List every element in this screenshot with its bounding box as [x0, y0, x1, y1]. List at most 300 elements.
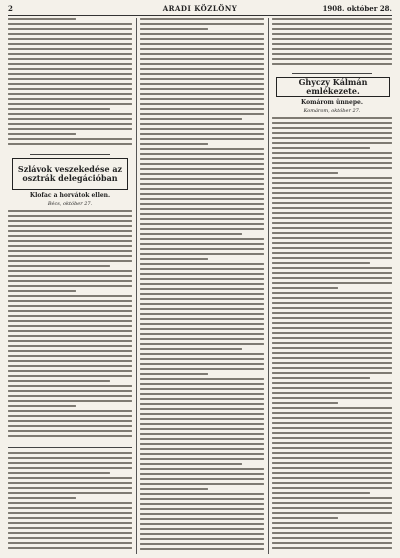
text-line [140, 93, 264, 95]
text-line [272, 192, 392, 194]
text-line [140, 173, 264, 175]
text-line [8, 230, 132, 232]
text-line [272, 472, 392, 474]
text-line [272, 292, 392, 294]
text-line [140, 333, 264, 335]
text-line [140, 533, 264, 535]
text-line [8, 43, 132, 45]
text-line [272, 402, 338, 404]
text-line [140, 473, 264, 475]
text-line [140, 148, 264, 150]
article-separator [30, 154, 110, 155]
text-line [272, 33, 392, 35]
text-line [140, 38, 264, 40]
text-line [272, 247, 392, 249]
text-line [140, 128, 264, 130]
text-line [140, 503, 264, 505]
text-line [140, 363, 264, 365]
text-line [8, 48, 132, 50]
text-line [140, 508, 264, 510]
gyczy-dateline: Komárom, október 27. [303, 108, 361, 114]
text-line [272, 207, 392, 209]
text-line [8, 452, 132, 454]
text-line [8, 350, 132, 352]
text-line [272, 232, 392, 234]
text-line [272, 227, 392, 229]
text-line [8, 98, 132, 100]
text-line [8, 260, 132, 262]
text-line [140, 403, 264, 405]
page-number: 2 [8, 4, 13, 13]
text-line [272, 63, 392, 65]
text-line [272, 197, 392, 199]
text-line [8, 487, 132, 489]
text-line [140, 283, 264, 285]
text-line [140, 243, 264, 245]
article-text-block [140, 18, 264, 554]
text-line [140, 538, 264, 540]
text-line [272, 212, 392, 214]
text-line [272, 23, 392, 25]
text-line [8, 133, 76, 135]
text-line [8, 73, 132, 75]
text-line [272, 512, 392, 514]
text-line [272, 127, 392, 129]
text-line [272, 387, 392, 389]
text-line [8, 330, 132, 332]
newspaper-name: ARADI KÖZLÖNY [162, 4, 238, 13]
text-line [272, 442, 392, 444]
text-line [8, 325, 132, 327]
text-line [8, 275, 132, 277]
text-line [140, 298, 264, 300]
text-line [272, 362, 392, 364]
text-line [8, 245, 132, 247]
article-text-block [8, 18, 132, 152]
text-line [8, 315, 132, 317]
text-line [272, 307, 392, 309]
text-line [140, 358, 264, 360]
text-line [8, 68, 132, 70]
text-line [8, 512, 132, 514]
text-line [8, 285, 132, 287]
text-line [140, 228, 264, 230]
text-line [140, 163, 264, 165]
article-text-block [272, 18, 392, 70]
text-line [272, 162, 392, 164]
text-line [140, 73, 264, 75]
text-line [272, 217, 392, 219]
text-line [140, 133, 264, 135]
text-line [140, 353, 264, 355]
text-line [272, 352, 392, 354]
text-line [8, 320, 132, 322]
text-line [140, 453, 264, 455]
text-line [272, 317, 392, 319]
text-line [140, 443, 264, 445]
text-line [272, 137, 392, 139]
text-line [272, 432, 392, 434]
text-line [140, 248, 264, 250]
text-line [8, 220, 132, 222]
column-rule-2 [268, 18, 269, 554]
text-line [8, 123, 132, 125]
text-line [272, 482, 392, 484]
text-line [272, 427, 392, 429]
text-line [140, 388, 264, 390]
text-line [140, 258, 208, 260]
text-line [8, 522, 132, 524]
text-line [8, 370, 132, 372]
text-line [140, 18, 264, 20]
text-line [272, 157, 392, 159]
text-line [140, 458, 264, 460]
text-line [8, 517, 132, 519]
text-line [272, 522, 392, 524]
text-line [272, 287, 338, 289]
text-line [272, 237, 392, 239]
text-line [140, 253, 264, 255]
text-line [140, 318, 264, 320]
text-line [272, 467, 392, 469]
text-line [140, 368, 264, 370]
text-line [272, 202, 392, 204]
text-line [140, 548, 264, 550]
text-line [272, 372, 392, 374]
delegation-headline: Szlávok veszekedése az osztrák delegációban [17, 163, 123, 183]
text-line [272, 28, 392, 30]
text-line [272, 527, 392, 529]
text-line [8, 537, 132, 539]
text-line [8, 63, 132, 65]
text-line [272, 417, 392, 419]
text-line [272, 38, 392, 40]
text-line [8, 542, 132, 544]
text-line [272, 53, 392, 55]
text-line [272, 382, 392, 384]
text-line [140, 338, 264, 340]
text-line [272, 537, 392, 539]
text-line [272, 337, 392, 339]
text-line [8, 400, 132, 402]
text-line [140, 203, 264, 205]
text-line [272, 487, 392, 489]
gyczy-subhead: Komárom ünnepe. [301, 99, 363, 106]
text-line [140, 523, 264, 525]
text-line [272, 407, 392, 409]
text-line [140, 418, 264, 420]
text-line [8, 547, 132, 549]
text-line [8, 395, 132, 397]
text-line [8, 335, 132, 337]
text-line [272, 397, 392, 399]
column-rule-1 [136, 18, 137, 554]
text-line [140, 33, 264, 35]
text-line [272, 357, 392, 359]
text-line [140, 23, 264, 25]
text-line [8, 113, 132, 115]
text-line [140, 483, 264, 485]
text-line [140, 488, 208, 490]
text-line [272, 457, 392, 459]
text-line [140, 98, 264, 100]
text-line [8, 305, 132, 307]
text-line [8, 375, 132, 377]
text-line [140, 308, 264, 310]
text-line [8, 477, 132, 479]
text-line [140, 413, 264, 415]
text-line [140, 518, 264, 520]
text-line [272, 242, 392, 244]
text-line [8, 360, 132, 362]
text-line [140, 343, 264, 345]
text-line [140, 53, 264, 55]
article-separator [292, 73, 372, 74]
text-line [272, 497, 392, 499]
page-header [8, 4, 392, 15]
text-line [8, 355, 132, 357]
text-line [272, 377, 370, 379]
text-line [8, 435, 132, 437]
text-line [140, 263, 264, 265]
text-line [272, 517, 338, 519]
text-line [140, 83, 264, 85]
text-line [8, 405, 76, 407]
text-line [272, 297, 392, 299]
text-line [272, 182, 392, 184]
text-line [272, 142, 392, 144]
text-line [8, 240, 132, 242]
text-line [8, 250, 132, 252]
text-line [8, 235, 132, 237]
text-line [272, 58, 392, 60]
text-line [8, 340, 132, 342]
text-line [140, 513, 264, 515]
text-line [140, 463, 242, 465]
text-line [140, 123, 264, 125]
text-line [140, 168, 264, 170]
text-line [8, 345, 132, 347]
text-line [8, 310, 132, 312]
text-line [140, 153, 264, 155]
text-line [140, 43, 264, 45]
text-line [140, 158, 264, 160]
text-line [8, 497, 76, 499]
text-line [8, 38, 132, 40]
text-line [8, 33, 132, 35]
text-line [8, 103, 132, 105]
text-line [140, 218, 264, 220]
article-text-block [8, 452, 132, 554]
text-line [140, 63, 264, 65]
text-line [272, 147, 370, 149]
text-line [8, 128, 132, 130]
text-line [140, 238, 264, 240]
text-line [8, 415, 132, 417]
text-line [140, 468, 264, 470]
text-line [140, 193, 264, 195]
text-line [140, 108, 264, 110]
text-line [140, 88, 264, 90]
text-line [8, 225, 132, 227]
text-line [8, 270, 132, 272]
text-line [140, 223, 264, 225]
delegation-headline-box [12, 158, 128, 190]
text-line [140, 113, 264, 115]
text-line [140, 378, 264, 380]
article-text-block [272, 117, 392, 554]
text-line [272, 332, 392, 334]
text-line [140, 408, 264, 410]
text-line [272, 18, 392, 20]
text-line [8, 425, 132, 427]
text-line [8, 210, 132, 212]
delegation-subhead: Klofac a horvátok ellen. [29, 192, 111, 199]
text-line [272, 542, 392, 544]
text-line [272, 462, 392, 464]
text-line [272, 187, 392, 189]
text-line [272, 342, 392, 344]
text-line [272, 477, 392, 479]
text-line [140, 118, 242, 120]
text-line [272, 547, 392, 549]
text-line [8, 390, 132, 392]
text-line [8, 527, 132, 529]
text-line [140, 398, 264, 400]
text-line [272, 257, 392, 259]
text-line [140, 48, 264, 50]
text-line [140, 268, 264, 270]
text-line [8, 118, 132, 120]
text-line [140, 278, 264, 280]
text-line [140, 288, 264, 290]
text-line [272, 267, 392, 269]
text-line [272, 122, 392, 124]
text-line [8, 385, 132, 387]
delegation-dateline: Bécs, október 27. [47, 201, 93, 207]
text-line [140, 103, 264, 105]
text-line [272, 502, 392, 504]
text-line [8, 420, 132, 422]
header-rule [8, 15, 392, 16]
text-line [8, 430, 132, 432]
text-line [140, 448, 264, 450]
text-line [8, 380, 110, 382]
text-line [8, 23, 132, 25]
text-line [8, 532, 132, 534]
text-line [272, 262, 370, 264]
text-line [140, 28, 208, 30]
text-line [140, 433, 264, 435]
text-line [8, 507, 132, 509]
text-line [140, 428, 264, 430]
article-text-block [8, 210, 132, 444]
text-line [140, 303, 264, 305]
text-line [140, 498, 264, 500]
text-line [140, 323, 264, 325]
text-line [8, 482, 132, 484]
text-line [272, 132, 392, 134]
text-line [272, 447, 392, 449]
text-line [140, 213, 264, 215]
article-separator [8, 447, 132, 448]
text-line [272, 152, 392, 154]
text-line [8, 18, 76, 20]
gyczy-headline-box [276, 77, 390, 97]
text-line [272, 437, 392, 439]
text-line [8, 265, 110, 267]
text-line [8, 280, 132, 282]
text-line [8, 78, 132, 80]
text-line [140, 183, 264, 185]
text-line [272, 327, 392, 329]
text-line [8, 138, 132, 140]
text-line [140, 68, 264, 70]
text-line [272, 492, 370, 494]
text-line [8, 492, 132, 494]
text-line [140, 58, 264, 60]
text-line [140, 493, 264, 495]
text-line [140, 328, 264, 330]
text-line [140, 138, 264, 140]
text-line [140, 423, 264, 425]
text-line [140, 393, 264, 395]
text-line [272, 302, 392, 304]
text-line [272, 252, 392, 254]
text-line [272, 532, 392, 534]
text-line [272, 452, 392, 454]
text-line [8, 255, 132, 257]
text-line [272, 392, 392, 394]
text-line [272, 322, 392, 324]
text-line [272, 167, 392, 169]
text-line [8, 88, 132, 90]
text-line [140, 143, 208, 145]
text-line [8, 143, 132, 145]
text-line [8, 472, 110, 474]
text-line [272, 367, 392, 369]
text-line [8, 290, 76, 292]
text-line [8, 215, 132, 217]
text-line [272, 177, 392, 179]
text-line [140, 348, 242, 350]
text-line [8, 457, 132, 459]
text-line [272, 312, 392, 314]
text-line [272, 172, 338, 174]
text-line [272, 272, 392, 274]
text-line [8, 58, 132, 60]
text-line [272, 422, 392, 424]
text-line [272, 277, 392, 279]
text-line [8, 295, 132, 297]
text-line [272, 347, 392, 349]
text-line [8, 28, 132, 30]
text-line [8, 300, 132, 302]
text-line [8, 410, 132, 412]
text-line [8, 467, 132, 469]
text-line [8, 108, 110, 110]
text-line [8, 93, 132, 95]
text-line [140, 188, 264, 190]
text-line [272, 48, 392, 50]
gyczy-headline: Ghyczy Kálmán emlékezete. [298, 76, 368, 96]
text-line [140, 273, 264, 275]
text-line [140, 313, 264, 315]
text-line [140, 478, 264, 480]
text-line [140, 543, 264, 545]
text-line [8, 83, 132, 85]
text-line [272, 507, 392, 509]
